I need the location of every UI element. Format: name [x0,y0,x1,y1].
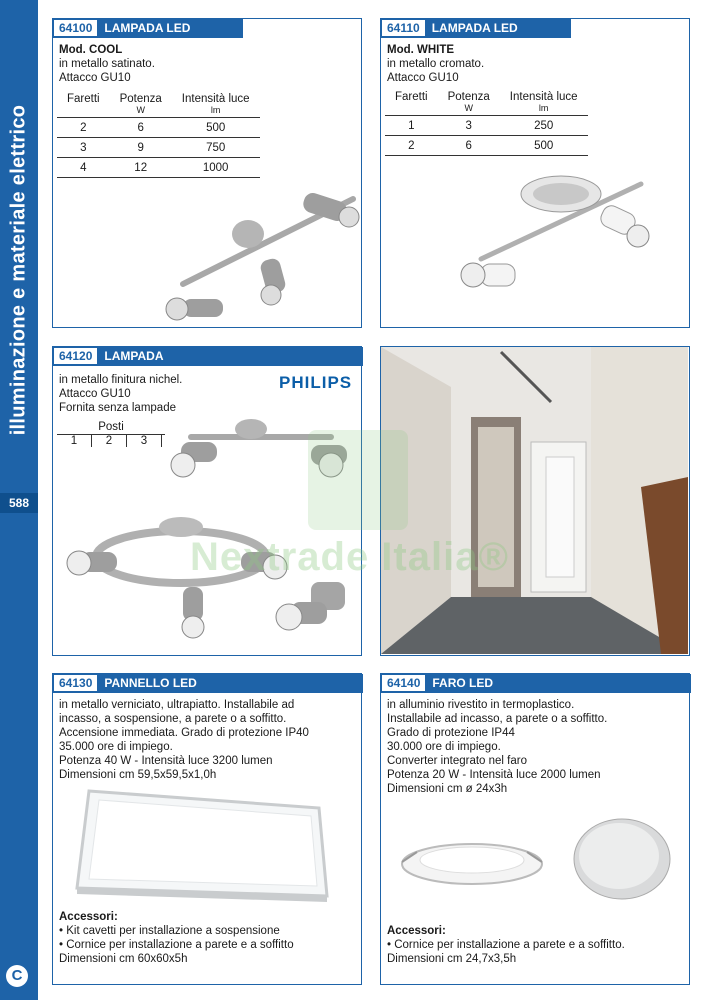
product-card-64100 [52,18,362,328]
table-row: 1 3 250 [385,116,588,136]
product-name: LAMPADA [104,349,164,363]
product-header [53,347,363,366]
accessories-title: Accessori: [387,925,446,937]
product-name: FARO LED [432,676,494,690]
brand-logo-icon: C [6,965,28,987]
table-row: 2 6 500 [385,136,588,156]
product-header [53,19,243,38]
table-row: 3 9 750 [57,138,260,158]
interior-photo [380,346,690,656]
product-card-64140 [380,673,690,985]
watermark: Nextrade Italia® [190,535,509,579]
posti-table: Posti 1 2 3 [57,421,165,447]
product-name: LAMPADA LED [104,21,191,35]
product-card-64110 [380,18,690,328]
table-row: 2 6 500 [57,118,260,138]
product-header [381,19,571,38]
product-description: in metallo finitura nichel. Attacco GU10 Fornita senza lampade [59,374,183,414]
spec-table: Faretti Potenza Intensità luce W lm 1 3 250 2 6 500 [385,91,588,156]
sidebar [0,0,38,1000]
spotlight-bar-image [153,179,363,329]
product-name: LAMPADA LED [431,21,518,35]
spotlight-bar-image [451,164,681,314]
round-led-image [397,814,687,914]
product-header [53,674,363,693]
product-description: in alluminio rivestito in termoplastico. Installabile ad incasso, a parete o a soffitto. Grado di protezione IP44 30.000 ore di impiego. Converter integrato nel faro Potenza 20 W - Intensità luce 2000 lumen Dimensioni cm ø 24x3h [387,699,608,795]
product-card-64130 [52,673,362,985]
table-row: 4 12 1000 [57,158,260,178]
product-model: Mod. WHITE [387,44,455,56]
spec-table: Faretti Potenza Intensità luce W lm 2 6 500 3 9 750 4 12 1000 [57,93,260,178]
product-name: PANNELLO LED [104,676,197,690]
product-description: in metallo verniciato, ultrapiatto. Installabile ad incasso, a sospensione, a parete o a soffitto. Accensione immediata. Grado di protezione IP40 35.000 ore di impiego. Potenza 40 W - Intensità luce 3200 lumen Dimensioni cm 59,5x59,5x1,0h [59,699,309,781]
watermark-tree-icon [308,430,408,530]
product-code: 64130 [53,674,98,692]
product-description: in metallo cromato. Attacco GU10 [387,58,485,84]
hallway-image [381,347,688,654]
product-code: 64120 [53,347,98,365]
product-code: 64110 [381,19,426,37]
brand-logo: PHILIPS [279,373,353,392]
product-model: Mod. COOL [59,44,123,56]
product-code: 64100 [53,19,98,37]
accessories-list: • Cornice per installazione a parete e a soffitto. Dimensioni cm 24,7x3,5h [387,939,625,965]
led-panel-image [69,786,339,906]
section-title: illuminazione e materiale elettrico [7,104,30,436]
page-number: 588 [0,493,38,513]
accessories-list: • Kit cavetti per installazione a sospensione • Cornice per installazione a parete e a soffitto Dimensioni cm 60x60x5h [59,925,294,965]
product-code: 64140 [381,674,426,692]
product-description: in metallo satinato. Attacco GU10 [59,58,155,84]
accessories-title: Accessori: [59,911,118,923]
product-header [381,674,691,693]
